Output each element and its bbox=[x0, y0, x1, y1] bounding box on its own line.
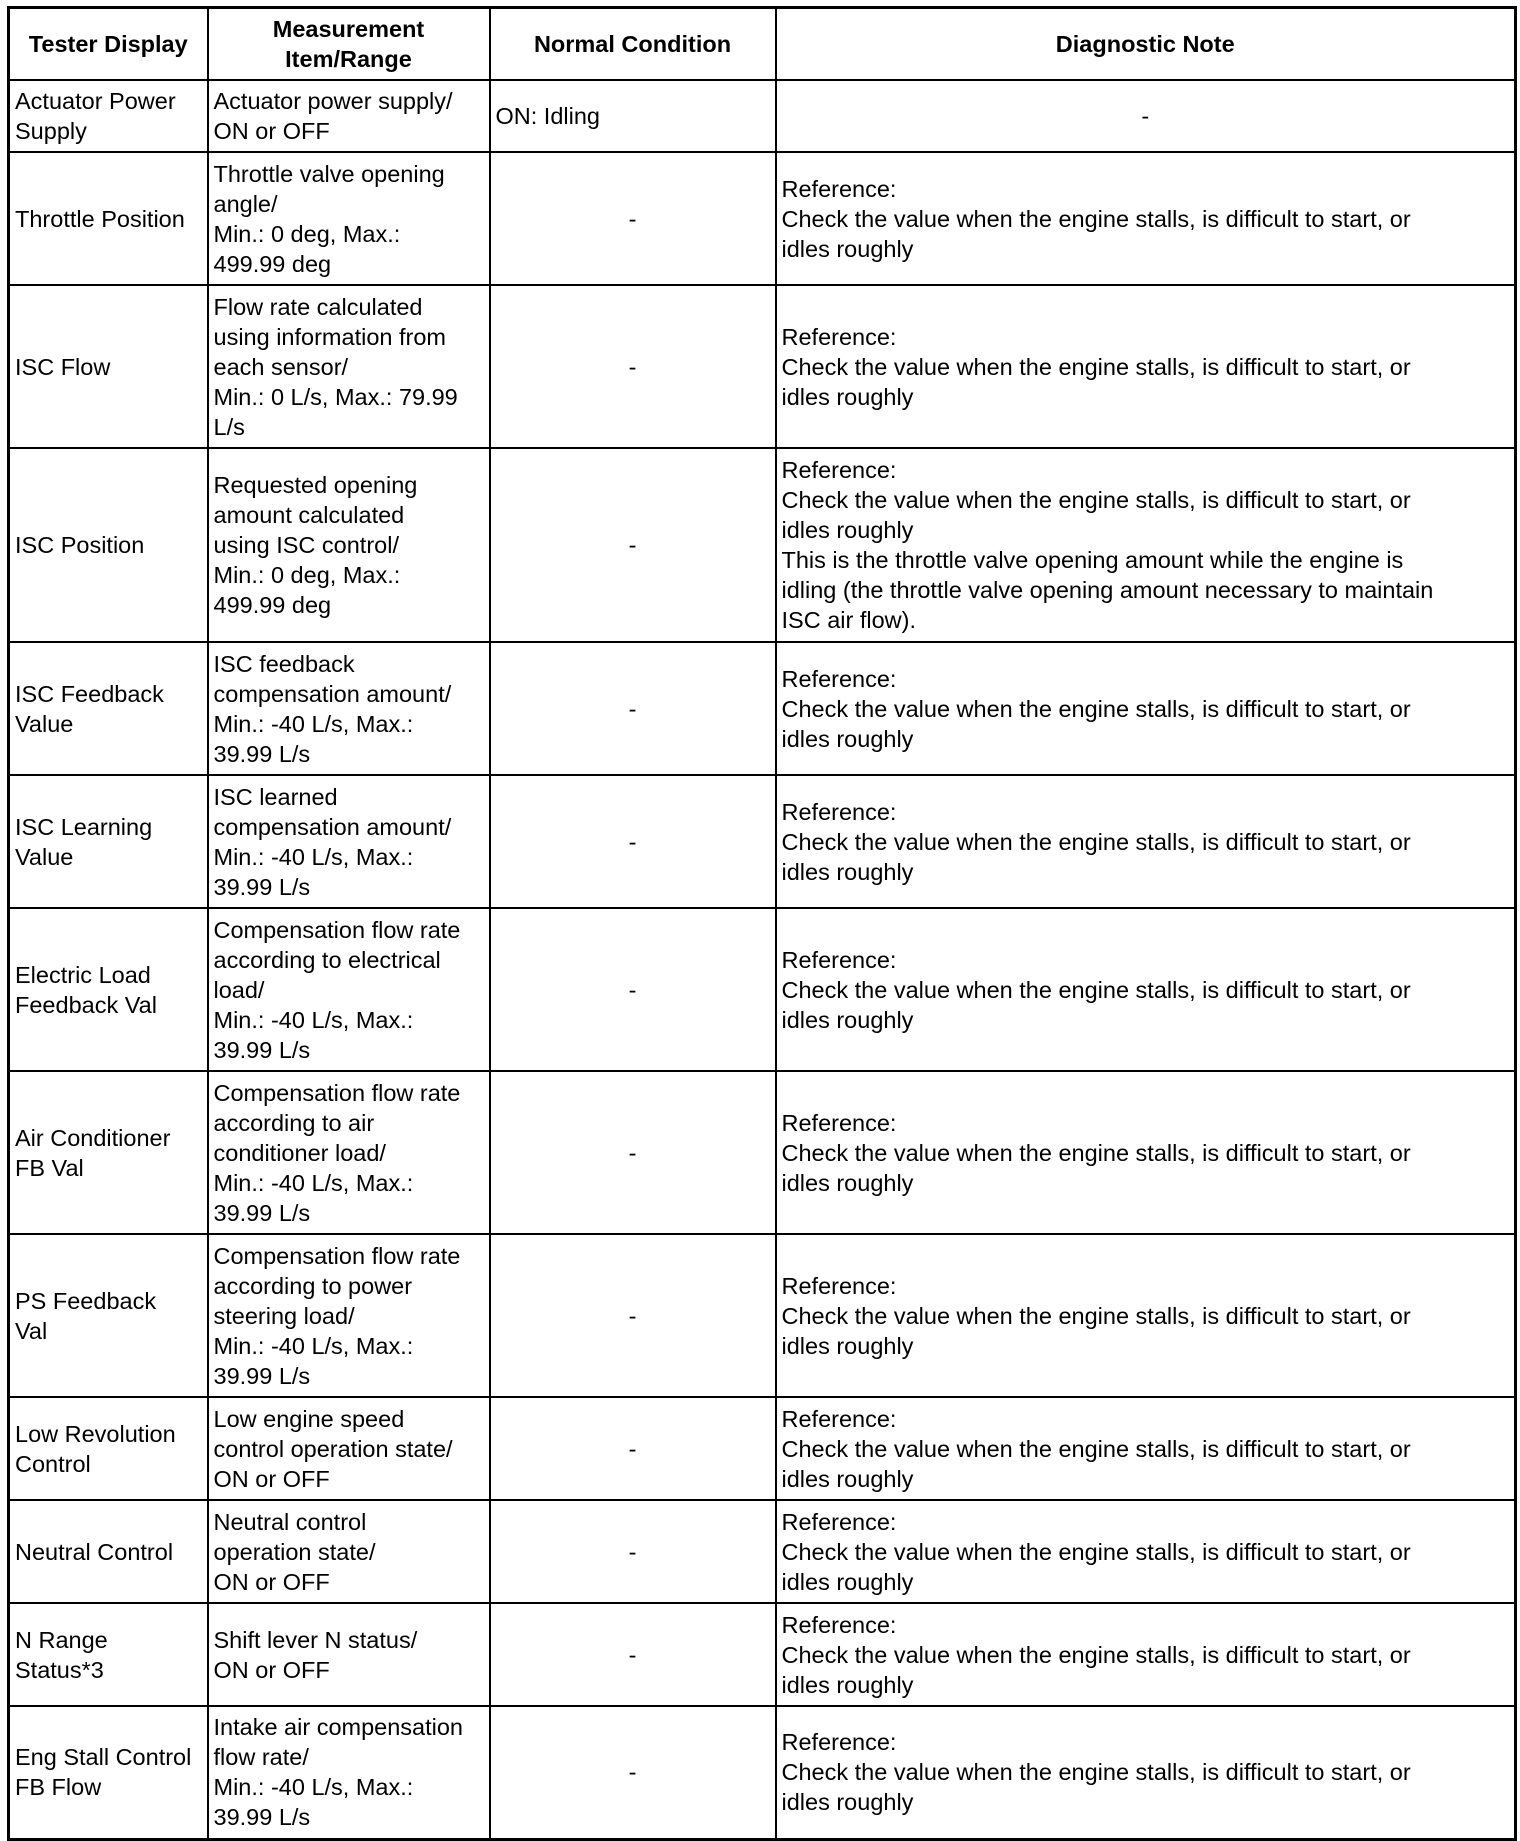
cell-tester-display: Neutral Control bbox=[9, 1500, 208, 1603]
cell-diagnostic-note: Reference: Check the value when the engine stalls, is difficult to start, or idles roughly bbox=[776, 1500, 1516, 1603]
header-diagnostic-note: Diagnostic Note bbox=[776, 8, 1516, 81]
cell-tester-display: PS Feedback Val bbox=[9, 1234, 208, 1397]
cell-tester-display: ISC Position bbox=[9, 448, 208, 642]
header-tester-display: Tester Display bbox=[9, 8, 208, 81]
table-row bbox=[9, 1397, 1516, 1500]
cell-tester-display: ISC Learning Value bbox=[9, 775, 208, 908]
data-list-table bbox=[7, 6, 1517, 1841]
cell-diagnostic-note: Reference: Check the value when the engine stalls, is difficult to start, or idles roughly bbox=[776, 775, 1516, 908]
cell-normal-condition: - bbox=[490, 152, 776, 285]
cell-normal-condition: ON: Idling bbox=[490, 80, 776, 152]
table-row bbox=[9, 1234, 1516, 1397]
cell-normal-condition: - bbox=[490, 1706, 776, 1839]
cell-tester-display: N Range Status*3 bbox=[9, 1603, 208, 1706]
table-row bbox=[9, 1500, 1516, 1603]
table-row bbox=[9, 1071, 1516, 1234]
cell-normal-condition: - bbox=[490, 1603, 776, 1706]
cell-normal-condition: - bbox=[490, 642, 776, 775]
cell-tester-display: Throttle Position bbox=[9, 152, 208, 285]
cell-measurement: Compensation flow rate according to electrical load/ Min.: -40 L/s, Max.: 39.99 L/s bbox=[208, 908, 490, 1071]
table-row bbox=[9, 152, 1516, 285]
table-row bbox=[9, 285, 1516, 448]
cell-tester-display: ISC Feedback Value bbox=[9, 642, 208, 775]
cell-normal-condition: - bbox=[490, 1397, 776, 1500]
table-header bbox=[9, 8, 1516, 81]
cell-diagnostic-note: Reference: Check the value when the engine stalls, is difficult to start, or idles roughly bbox=[776, 1071, 1516, 1234]
cell-measurement: Low engine speed control operation state/ ON or OFF bbox=[208, 1397, 490, 1500]
table-row bbox=[9, 1706, 1516, 1839]
cell-diagnostic-note: Reference: Check the value when the engine stalls, is difficult to start, or idles roughly bbox=[776, 152, 1516, 285]
cell-diagnostic-note: Reference: Check the value when the engine stalls, is difficult to start, or idles roughly bbox=[776, 1706, 1516, 1839]
cell-normal-condition: - bbox=[490, 285, 776, 448]
cell-measurement: Throttle valve opening angle/ Min.: 0 deg, Max.: 499.99 deg bbox=[208, 152, 490, 285]
cell-measurement: Flow rate calculated using information from each sensor/ Min.: 0 L/s, Max.: 79.99 L/s bbox=[208, 285, 490, 448]
cell-normal-condition: - bbox=[490, 448, 776, 642]
cell-tester-display: Actuator Power Supply bbox=[9, 80, 208, 152]
table-row bbox=[9, 642, 1516, 775]
table-row bbox=[9, 80, 1516, 152]
cell-normal-condition: - bbox=[490, 775, 776, 908]
cell-tester-display: Electric Load Feedback Val bbox=[9, 908, 208, 1071]
cell-diagnostic-note: Reference: Check the value when the engine stalls, is difficult to start, or idles roughly bbox=[776, 908, 1516, 1071]
cell-normal-condition: - bbox=[490, 1234, 776, 1397]
cell-tester-display: Low Revolution Control bbox=[9, 1397, 208, 1500]
header-measurement-item-range: Measurement Item/Range bbox=[208, 8, 490, 81]
cell-tester-display: ISC Flow bbox=[9, 285, 208, 448]
cell-diagnostic-note: Reference: Check the value when the engine stalls, is difficult to start, or idles roughly bbox=[776, 1603, 1516, 1706]
cell-diagnostic-note: Reference: Check the value when the engine stalls, is difficult to start, or idles roughly bbox=[776, 1397, 1516, 1500]
cell-diagnostic-note: Reference: Check the value when the engine stalls, is difficult to start, or idles roughly bbox=[776, 1234, 1516, 1397]
cell-measurement: Compensation flow rate according to power steering load/ Min.: -40 L/s, Max.: 39.99 L/s bbox=[208, 1234, 490, 1397]
cell-measurement: ISC feedback compensation amount/ Min.: -40 L/s, Max.: 39.99 L/s bbox=[208, 642, 490, 775]
cell-normal-condition: - bbox=[490, 1071, 776, 1234]
cell-measurement: Compensation flow rate according to air conditioner load/ Min.: -40 L/s, Max.: 39.99 L/s bbox=[208, 1071, 490, 1234]
header-row bbox=[9, 8, 1516, 81]
cell-measurement: ISC learned compensation amount/ Min.: -40 L/s, Max.: 39.99 L/s bbox=[208, 775, 490, 908]
cell-normal-condition: - bbox=[490, 908, 776, 1071]
table-row bbox=[9, 775, 1516, 908]
cell-measurement: Actuator power supply/ ON or OFF bbox=[208, 80, 490, 152]
cell-diagnostic-note: - bbox=[776, 80, 1516, 152]
table-row bbox=[9, 908, 1516, 1071]
table-body bbox=[9, 80, 1516, 1839]
cell-diagnostic-note: Reference: Check the value when the engine stalls, is difficult to start, or idles roughly bbox=[776, 285, 1516, 448]
table-row bbox=[9, 1603, 1516, 1706]
cell-normal-condition: - bbox=[490, 1500, 776, 1603]
cell-measurement: Intake air compensation flow rate/ Min.: -40 L/s, Max.: 39.99 L/s bbox=[208, 1706, 490, 1839]
cell-measurement: Shift lever N status/ ON or OFF bbox=[208, 1603, 490, 1706]
cell-measurement: Neutral control operation state/ ON or OFF bbox=[208, 1500, 490, 1603]
header-normal-condition: Normal Condition bbox=[490, 8, 776, 81]
cell-diagnostic-note: Reference: Check the value when the engine stalls, is difficult to start, or idles roughly This is the throttle valve opening amount while the engine is idling (the throttle valve opening amount necessary to maintain ISC air flow). bbox=[776, 448, 1516, 642]
table-row bbox=[9, 448, 1516, 642]
cell-tester-display: Air Conditioner FB Val bbox=[9, 1071, 208, 1234]
cell-diagnostic-note: Reference: Check the value when the engine stalls, is difficult to start, or idles roughly bbox=[776, 642, 1516, 775]
cell-tester-display: Eng Stall Control FB Flow bbox=[9, 1706, 208, 1839]
cell-measurement: Requested opening amount calculated using ISC control/ Min.: 0 deg, Max.: 499.99 deg bbox=[208, 448, 490, 642]
